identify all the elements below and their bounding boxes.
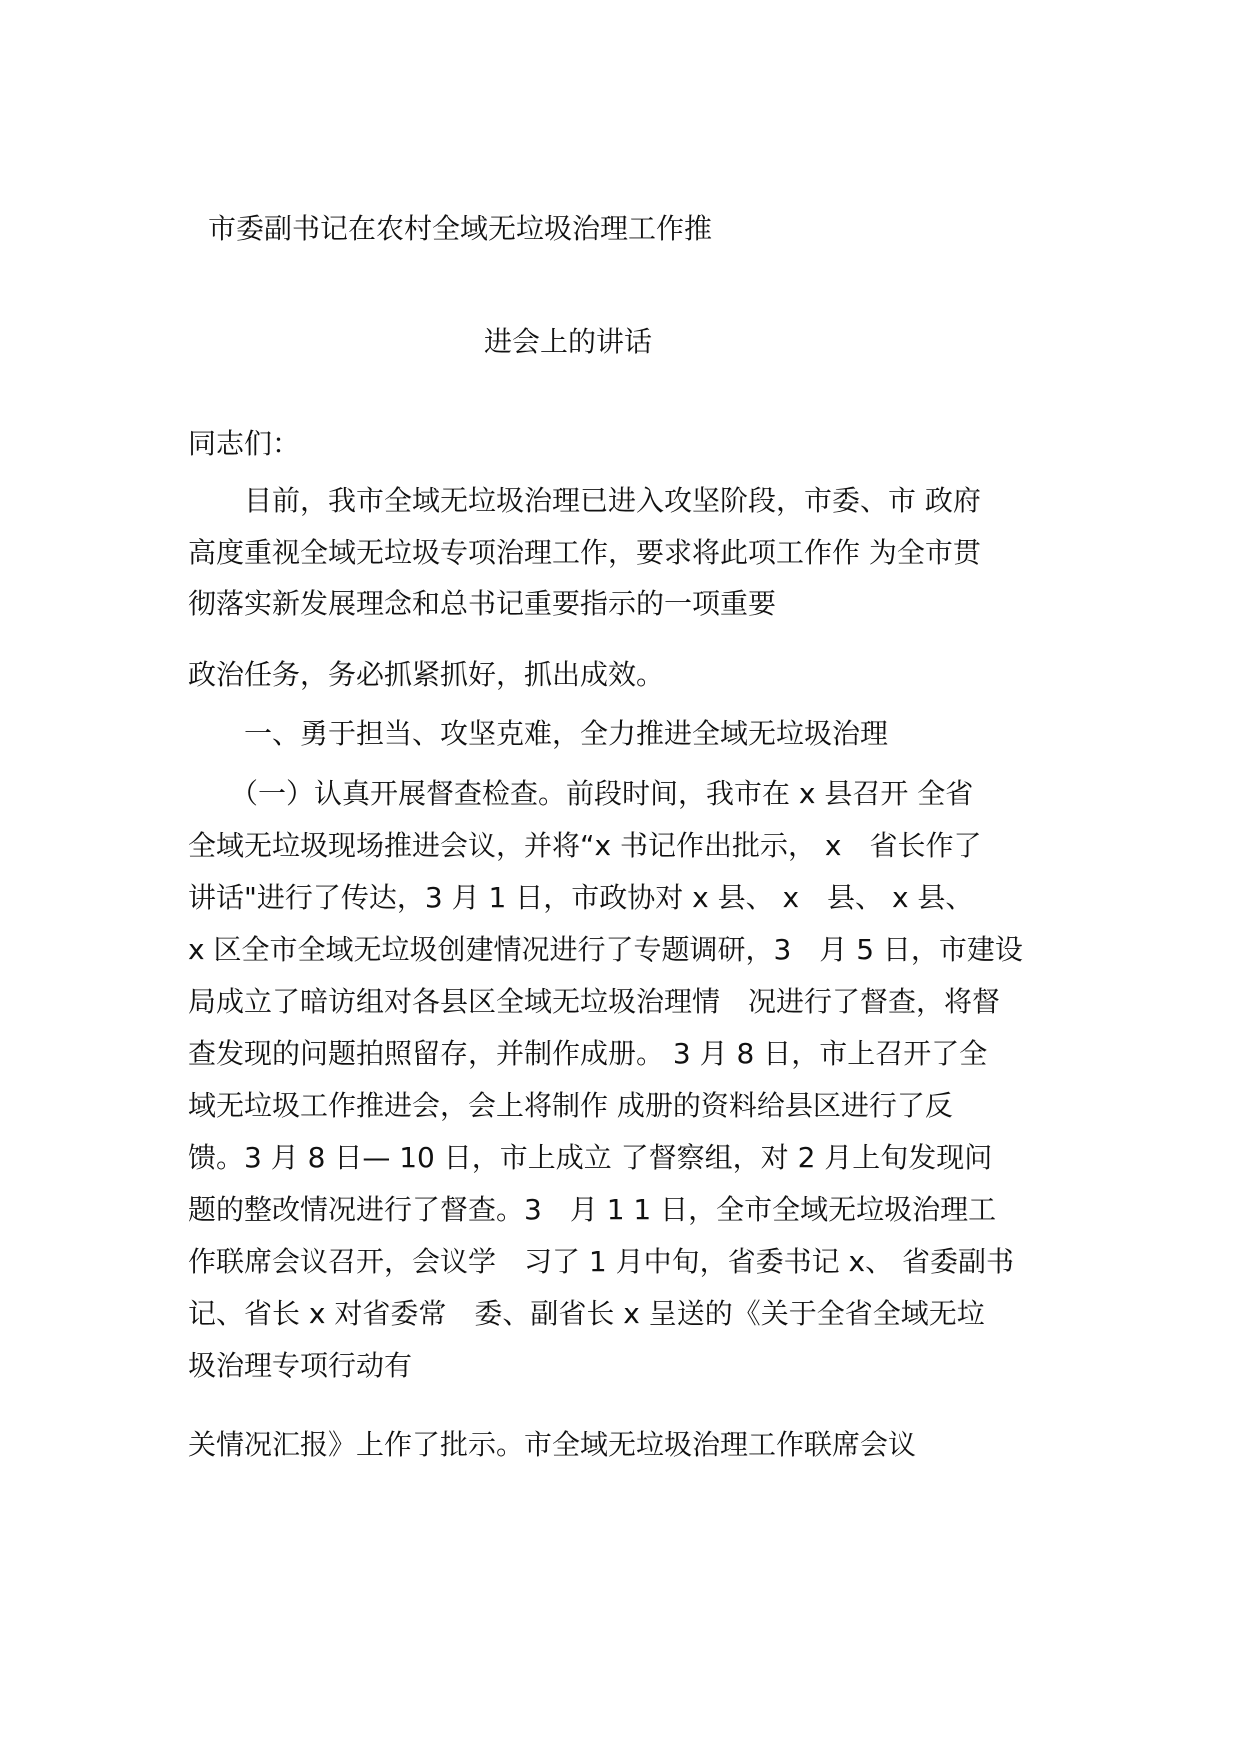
body-line: 圾治理专项行动有 bbox=[188, 1349, 413, 1382]
body-line: 目前，我市全域无垃圾治理已进入攻坚阶段，市委、市 政府 bbox=[188, 484, 981, 517]
body-line: 彻落实新发展理念和总书记重要指示的一项重要 bbox=[188, 587, 777, 620]
body-line: 政治任务，务必抓紧抓好，抓出成效。 bbox=[188, 658, 665, 691]
subsection-heading-line: （一）认真开展督查检查。前段时间，我市在 x 县召开 全省 bbox=[188, 777, 974, 810]
body-line: 关情况汇报》上作了批示。市全域无垃圾治理工作联席会议 bbox=[188, 1428, 917, 1461]
body-line: 作联席会议召开，会议学 习了 1 月中旬，省委书记 x、 省委副书 bbox=[188, 1245, 1014, 1278]
title-line-2: 进会上的讲话 bbox=[484, 325, 653, 358]
body-line: 查发现的问题拍照留存，并制作成册。 3 月 8 日，市上召开了全 bbox=[188, 1037, 988, 1070]
body-line: 题的整改情况进行了督查。3 月 1 1 日，全市全域无垃圾治理工 bbox=[188, 1193, 997, 1226]
body-line: 高度重视全域无垃圾专项治理工作，要求将此项工作作 为全市贯 bbox=[188, 536, 981, 569]
body-line: 讲话"进行了传达，3 月 1 日，市政协对 x 县、 x 县、 x 县、 bbox=[188, 881, 974, 914]
body-line: 记、省长 x 对省委常 委、副省长 x 呈送的《关于全省全域无垃 bbox=[188, 1297, 985, 1330]
body-line: 馈。3 月 8 日— 10 日，市上成立 了督察组，对 2 月上旬发现问 bbox=[188, 1141, 993, 1174]
section-heading: 一、勇于担当、攻坚克难，全力推进全域无垃圾治理 bbox=[188, 717, 889, 750]
body-line: x 区全市全域无垃圾创建情况进行了专题调研，3 月 5 日，市建设 bbox=[188, 933, 1023, 966]
title-line-1: 市委副书记在农村全域无垃圾治理工作推 bbox=[208, 212, 713, 245]
body-line: 全域无垃圾现场推进会议，并将“x 书记作出批示， x 省长作了 bbox=[188, 829, 982, 862]
body-line: 局成立了暗访组对各县区全域无垃圾治理情 况进行了督查，将督 bbox=[188, 985, 1001, 1018]
salutation: 同志们： bbox=[188, 427, 301, 460]
body-line: 域无垃圾工作推进会，会上将制作 成册的资料给县区进行了反 bbox=[188, 1089, 953, 1122]
